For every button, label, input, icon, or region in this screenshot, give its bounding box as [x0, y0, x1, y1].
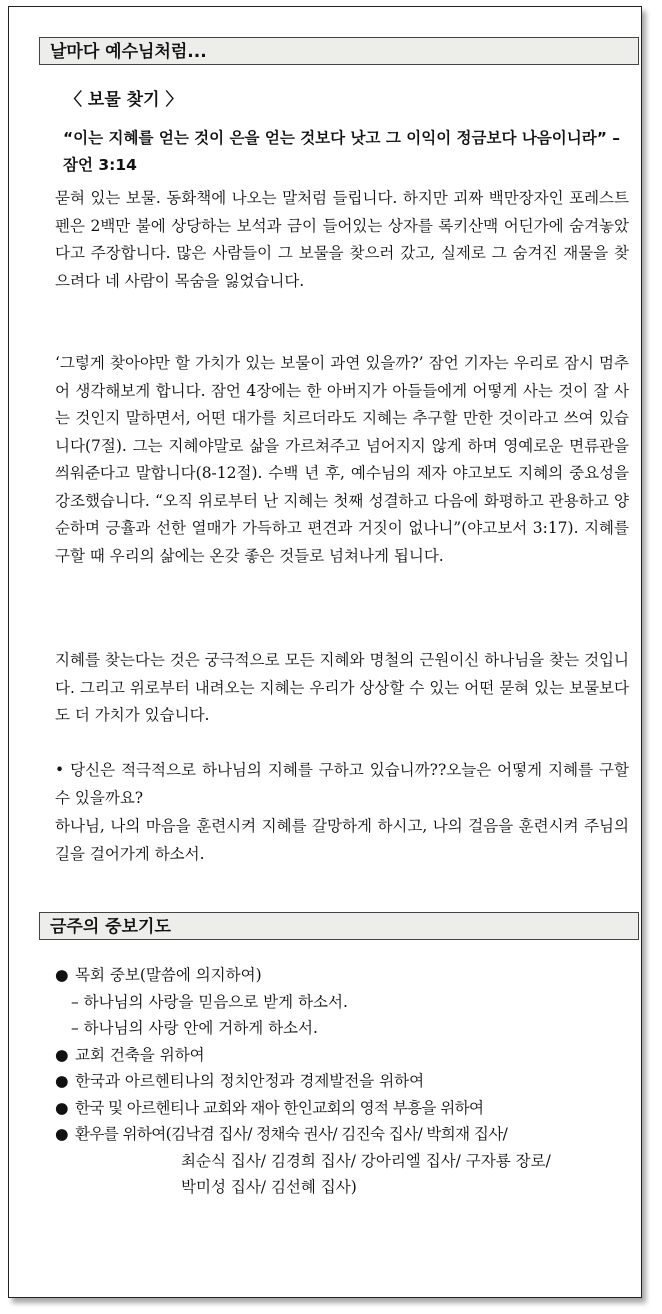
paragraph-1: 묻혀 있는 보물. 동화책에 나오는 말처럼 들립니다. 하지만 괴짜 백만장자인 포레스트 펜은 2백만 불에 상당하는 보석과 금이 들어있는 상자를 록키산맥 어딘가에 숨겨놓았다고 주장합니다. 많은 사람들이 그 보물을 찾으러 갔고, 실제로 그 숨겨진 재물을 찾으려다 네 사람이 목숨을 잃었습니다.	[55, 189, 629, 290]
section-header-intercessory-prayer: 금주의 중보기도	[39, 912, 639, 940]
list-item: – 하나님의 사랑 안에 거하게 하소서.	[71, 1019, 318, 1037]
closing-prayer: 하나님, 나의 마음을 훈련시켜 지혜를 갈망하게 하시고, 나의 걸음을 훈련시켜 주님의 길을 걸어가게 하소서.	[55, 817, 629, 863]
list-item: – 하나님의 사랑을 믿음으로 받게 하소서.	[71, 992, 348, 1011]
bulletin-page	[8, 6, 642, 1298]
list-item: ● 한국과 아르헨티나의 정치안정과 경제발전을 위하여	[55, 1068, 639, 1095]
bullet-icon: ●	[55, 1125, 69, 1143]
bullet-icon: ●	[55, 1098, 69, 1117]
bullet-icon: ●	[55, 1045, 69, 1064]
paragraph-3: 지혜를 찾는다는 것은 궁극적으로 모든 지혜와 명철의 근원이신 하나님을 찾는 것입니다. 그리고 위로부터 내려오는 지혜는 우리가 상상할 수 있는 어떤 묻혀 있는 보물보다도 더 가치가 있습니다.	[55, 651, 629, 724]
reflection-question: • 당신은 적극적으로 하나님의 지혜를 구하고 있습니까??오늘은 어떻게 지혜를 구할 수 있을까요?	[55, 761, 629, 807]
list-item: ● 한국 및 아르헨티나 교회와 재아 한인교회의 영적 부흥을 위하여	[55, 1095, 639, 1122]
bullet-icon: ●	[55, 966, 69, 984]
list-item: 최순식 집사/ 김경희 집사/ 강아리엘 집사/ 구자룡 장로/	[181, 1151, 551, 1170]
list-item: ● 환우를 위하여(김낙겸 집사/ 정채숙 권사/ 김진숙 집사/ 박희재 집사/	[55, 1121, 639, 1148]
bullet-icon: ●	[55, 1072, 69, 1090]
list-item: 박미성 집사/ 김선혜 집사)	[181, 1178, 357, 1196]
list-item: ● 목회 중보(말씀에 의지하여)	[55, 962, 639, 989]
devotion-subtitle: 〈 보물 찾기 〉	[65, 90, 183, 110]
paragraph-2: ‘그렇게 찾아야만 할 가치가 있는 보물이 과연 있을까?’ 잠언 기자는 우리로 잠시 멈추어 생각해보게 합니다. 잠언 4장에는 한 아버지가 아들들에게 어떻게 사는 것이 잘 사는 것인지 말하면서, 어떤 대가를 치르더라도 지혜는 추구할 만한 것이라고 쓰여 있습니다(7절). 그는 지혜야말로 삶을 가르쳐주고 넘어지지 않게 하며 영예로운 면류관을 씌워준다고 말합니다(8-12절). 수백 년 후, 예수님의 제자 야고보도 지혜의 중요성을 강조했습니다. “오직 위로부터 난 지혜는 첫째 성결하고 다음에 화평하고 관용하고 양순하며 긍휼과 선한 열매가 가득하고 편견과 거짓이 없나니”(야고보서 3:17). 지혜를 구할 때 우리의 삶에는 온갖 좋은 것들로 넘쳐나게 됩니다.	[55, 354, 629, 565]
section-header-daily-devotion: 날마다 예수님처럼...	[39, 37, 639, 65]
list-item: ● 교회 건축을 위하여	[55, 1042, 639, 1069]
scripture-verse: “이는 지혜를 얻는 것이 은을 얻는 것보다 낫고 그 이익이 정금보다 나음이니라” – 잠언 3:14	[63, 129, 621, 174]
prayer-list	[55, 962, 639, 1201]
